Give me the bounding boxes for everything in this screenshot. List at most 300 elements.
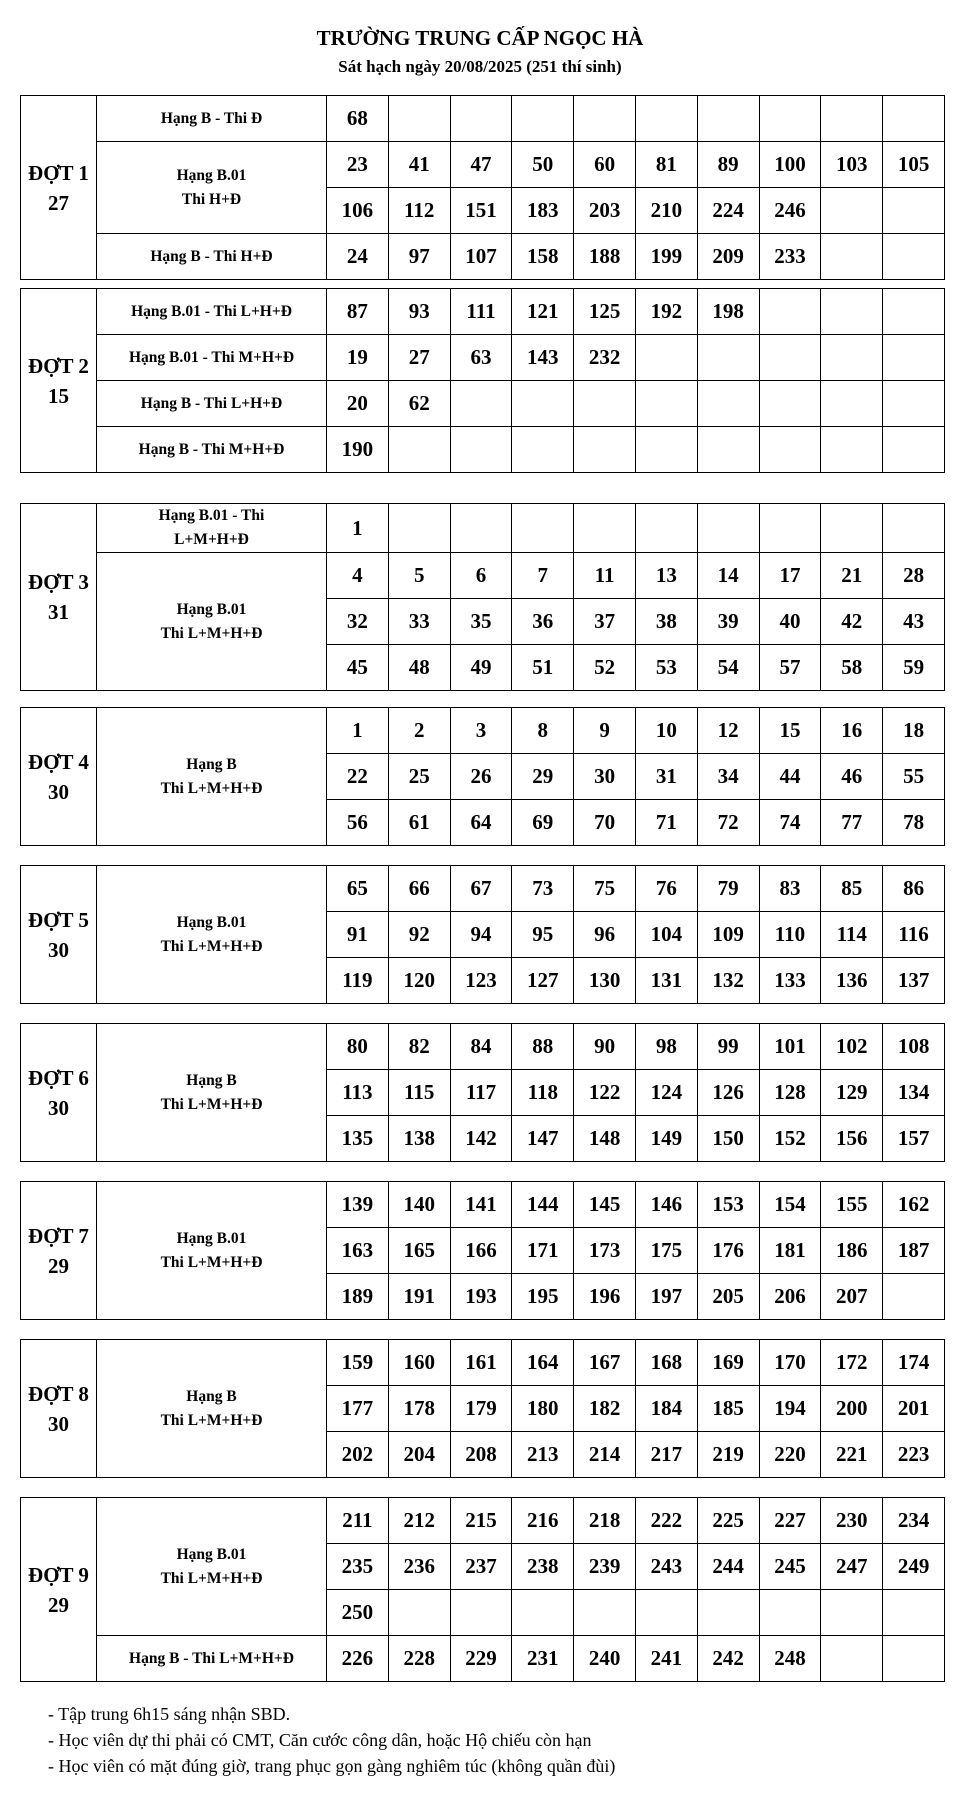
candidate-number bbox=[450, 504, 512, 553]
candidate-number: 231 bbox=[512, 1636, 574, 1682]
candidate-number bbox=[512, 1590, 574, 1636]
candidate-number: 46 bbox=[821, 754, 883, 800]
candidate-number bbox=[512, 504, 574, 553]
candidate-number: 5 bbox=[388, 553, 450, 599]
candidate-number: 135 bbox=[327, 1116, 389, 1162]
candidate-number: 218 bbox=[574, 1498, 636, 1544]
session-table bbox=[20, 707, 945, 846]
candidate-number: 247 bbox=[821, 1544, 883, 1590]
candidate-number: 36 bbox=[512, 599, 574, 645]
candidate-number: 249 bbox=[883, 1544, 945, 1590]
candidate-number: 159 bbox=[327, 1340, 389, 1386]
candidate-number: 116 bbox=[883, 912, 945, 958]
candidate-number: 234 bbox=[883, 1498, 945, 1544]
candidate-number: 95 bbox=[512, 912, 574, 958]
candidate-number: 40 bbox=[759, 599, 821, 645]
candidate-number: 45 bbox=[327, 645, 389, 691]
session-name: ĐỢT 3 bbox=[28, 570, 89, 594]
candidate-number bbox=[759, 96, 821, 142]
candidate-number: 241 bbox=[635, 1636, 697, 1682]
candidate-number: 164 bbox=[512, 1340, 574, 1386]
table-row bbox=[21, 1024, 945, 1070]
candidate-number bbox=[883, 427, 945, 473]
table-row bbox=[21, 234, 945, 280]
candidate-number bbox=[450, 381, 512, 427]
session-count: 31 bbox=[48, 600, 69, 624]
group-label bbox=[97, 1636, 327, 1682]
candidate-number: 12 bbox=[697, 708, 759, 754]
candidate-number: 123 bbox=[450, 958, 512, 1004]
candidate-number: 173 bbox=[574, 1228, 636, 1274]
candidate-number: 144 bbox=[512, 1182, 574, 1228]
candidate-number: 67 bbox=[450, 866, 512, 912]
candidate-number bbox=[574, 427, 636, 473]
group-label-line: Hạng B.01 - Thi M+H+Đ bbox=[128, 348, 295, 366]
session-label bbox=[21, 289, 97, 473]
candidate-number: 180 bbox=[512, 1386, 574, 1432]
candidate-number: 235 bbox=[327, 1544, 389, 1590]
candidate-number: 127 bbox=[512, 958, 574, 1004]
candidate-number: 107 bbox=[450, 234, 512, 280]
candidate-number: 151 bbox=[450, 188, 512, 234]
group-label-line: Hạng B - Thi M+H+Đ bbox=[138, 440, 285, 458]
session-label bbox=[21, 1182, 97, 1320]
candidate-number: 239 bbox=[574, 1544, 636, 1590]
candidate-number bbox=[821, 504, 883, 553]
candidate-number: 72 bbox=[697, 800, 759, 846]
group-label-line: Thi L+M+H+Đ bbox=[160, 624, 263, 642]
candidate-number: 240 bbox=[574, 1636, 636, 1682]
candidate-number bbox=[883, 335, 945, 381]
candidate-number: 185 bbox=[697, 1386, 759, 1432]
candidate-number: 238 bbox=[512, 1544, 574, 1590]
group-label-line: Hạng B - Thi H+Đ bbox=[150, 247, 273, 265]
candidate-number bbox=[883, 381, 945, 427]
table-row bbox=[21, 381, 945, 427]
group-label-line: Hạng B.01 bbox=[176, 1545, 247, 1563]
candidate-number: 195 bbox=[512, 1274, 574, 1320]
session-count: 27 bbox=[48, 190, 69, 215]
candidate-number: 35 bbox=[450, 599, 512, 645]
candidate-number bbox=[883, 188, 945, 234]
candidate-number: 112 bbox=[388, 188, 450, 234]
candidate-number: 169 bbox=[697, 1340, 759, 1386]
candidate-number: 71 bbox=[635, 800, 697, 846]
candidate-number: 4 bbox=[327, 553, 389, 599]
page-title: TRƯỜNG TRUNG CẤP NGỌC HÀ bbox=[316, 26, 644, 50]
candidate-number: 124 bbox=[635, 1070, 697, 1116]
session-name: ĐỢT 5 bbox=[28, 907, 89, 932]
candidate-number: 210 bbox=[635, 188, 697, 234]
candidate-number: 245 bbox=[759, 1544, 821, 1590]
group-label bbox=[97, 1182, 327, 1320]
candidate-number: 57 bbox=[759, 645, 821, 691]
group-label-line: Hạng B bbox=[186, 755, 237, 773]
candidate-number: 37 bbox=[574, 599, 636, 645]
candidate-number: 42 bbox=[821, 599, 883, 645]
candidate-number: 139 bbox=[327, 1182, 389, 1228]
table-row bbox=[21, 335, 945, 381]
session-count: 30 bbox=[48, 1095, 69, 1120]
candidate-number bbox=[883, 504, 945, 553]
session-label bbox=[21, 1498, 97, 1682]
candidate-number: 199 bbox=[635, 234, 697, 280]
candidate-number: 186 bbox=[821, 1228, 883, 1274]
candidate-number bbox=[450, 96, 512, 142]
candidate-number: 122 bbox=[574, 1070, 636, 1116]
candidate-number bbox=[697, 504, 759, 553]
candidate-number: 102 bbox=[821, 1024, 883, 1070]
candidate-number: 19 bbox=[327, 335, 389, 381]
candidate-number: 13 bbox=[635, 553, 697, 599]
candidate-number: 34 bbox=[697, 754, 759, 800]
candidate-number: 197 bbox=[635, 1274, 697, 1320]
candidate-number bbox=[697, 427, 759, 473]
candidate-number bbox=[883, 289, 945, 335]
note-item: - Tập trung 6h15 sáng nhận SBD. bbox=[48, 1704, 291, 1724]
candidate-number: 11 bbox=[574, 553, 636, 599]
candidate-number: 120 bbox=[388, 958, 450, 1004]
session-label bbox=[21, 708, 97, 846]
candidate-number: 44 bbox=[759, 754, 821, 800]
candidate-number: 52 bbox=[574, 645, 636, 691]
notes bbox=[48, 1701, 615, 1779]
candidate-number bbox=[635, 504, 697, 553]
candidate-number: 165 bbox=[388, 1228, 450, 1274]
candidate-number: 14 bbox=[697, 553, 759, 599]
group-label-line: Hạng B.01 bbox=[176, 166, 247, 184]
group-label bbox=[97, 381, 327, 427]
candidate-number: 30 bbox=[574, 754, 636, 800]
candidate-number: 236 bbox=[388, 1544, 450, 1590]
candidate-number bbox=[759, 504, 821, 553]
candidate-number: 196 bbox=[574, 1274, 636, 1320]
group-label bbox=[97, 1340, 327, 1478]
candidate-number bbox=[883, 1590, 945, 1636]
candidate-number: 22 bbox=[327, 754, 389, 800]
candidate-number bbox=[574, 504, 636, 553]
candidate-number: 56 bbox=[327, 800, 389, 846]
group-label-line: Hạng B bbox=[186, 1387, 237, 1405]
candidate-number: 147 bbox=[512, 1116, 574, 1162]
candidate-number: 130 bbox=[574, 958, 636, 1004]
candidate-number: 81 bbox=[635, 142, 697, 188]
candidate-number: 215 bbox=[450, 1498, 512, 1544]
candidate-number: 201 bbox=[883, 1386, 945, 1432]
table-row bbox=[21, 553, 945, 599]
table-row bbox=[21, 96, 945, 142]
group-label-line: Thi L+M+H+Đ bbox=[160, 1095, 263, 1113]
candidate-number: 25 bbox=[388, 754, 450, 800]
session-name: ĐỢT 8 bbox=[28, 1381, 89, 1406]
candidate-number bbox=[388, 96, 450, 142]
table-row bbox=[21, 504, 945, 553]
candidate-number: 184 bbox=[635, 1386, 697, 1432]
candidate-number: 111 bbox=[450, 289, 512, 335]
session-label bbox=[21, 866, 97, 1004]
candidate-number: 205 bbox=[697, 1274, 759, 1320]
group-label-line: Hạng B.01 bbox=[176, 1229, 247, 1247]
session-label bbox=[21, 504, 97, 691]
candidate-number: 175 bbox=[635, 1228, 697, 1274]
candidate-number bbox=[574, 381, 636, 427]
candidate-number: 43 bbox=[883, 599, 945, 645]
candidate-number: 156 bbox=[821, 1116, 883, 1162]
candidate-number bbox=[635, 335, 697, 381]
candidate-number: 26 bbox=[450, 754, 512, 800]
candidate-number: 141 bbox=[450, 1182, 512, 1228]
candidate-number: 65 bbox=[327, 866, 389, 912]
candidate-number: 27 bbox=[388, 335, 450, 381]
candidate-number: 50 bbox=[512, 142, 574, 188]
candidate-number: 227 bbox=[759, 1498, 821, 1544]
candidate-number: 188 bbox=[574, 234, 636, 280]
candidate-number bbox=[821, 1590, 883, 1636]
candidate-number: 106 bbox=[327, 188, 389, 234]
candidate-number: 1 bbox=[327, 708, 389, 754]
candidate-number: 9 bbox=[574, 708, 636, 754]
candidate-number: 200 bbox=[821, 1386, 883, 1432]
group-label bbox=[97, 335, 327, 381]
candidate-number: 152 bbox=[759, 1116, 821, 1162]
table-row bbox=[21, 866, 945, 912]
candidate-number: 7 bbox=[512, 553, 574, 599]
group-label-line: Hạng B.01 - Thi bbox=[158, 507, 265, 524]
candidate-number: 75 bbox=[574, 866, 636, 912]
candidate-number bbox=[512, 427, 574, 473]
candidate-number: 212 bbox=[388, 1498, 450, 1544]
table-row bbox=[21, 289, 945, 335]
candidate-number bbox=[388, 427, 450, 473]
candidate-number: 172 bbox=[821, 1340, 883, 1386]
candidate-number: 179 bbox=[450, 1386, 512, 1432]
group-label-line: Hạng B - Thi L+H+Đ bbox=[140, 394, 283, 412]
candidate-number: 59 bbox=[883, 645, 945, 691]
candidate-number: 87 bbox=[327, 289, 389, 335]
candidate-number: 182 bbox=[574, 1386, 636, 1432]
candidate-number bbox=[821, 234, 883, 280]
candidate-number: 82 bbox=[388, 1024, 450, 1070]
candidate-number: 221 bbox=[821, 1432, 883, 1478]
session-table bbox=[20, 1023, 945, 1162]
session-count: 15 bbox=[48, 383, 69, 408]
candidate-number: 194 bbox=[759, 1386, 821, 1432]
session-name: ĐỢT 1 bbox=[28, 160, 89, 185]
session-table bbox=[20, 288, 945, 473]
candidate-number: 131 bbox=[635, 958, 697, 1004]
candidate-number: 202 bbox=[327, 1432, 389, 1478]
candidate-number: 149 bbox=[635, 1116, 697, 1162]
candidate-number: 248 bbox=[759, 1636, 821, 1682]
group-label-line: Hạng B.01 - Thi L+H+Đ bbox=[131, 302, 292, 320]
candidate-number bbox=[635, 96, 697, 142]
candidate-number: 157 bbox=[883, 1116, 945, 1162]
candidate-number: 61 bbox=[388, 800, 450, 846]
candidate-number: 78 bbox=[883, 800, 945, 846]
candidate-number: 219 bbox=[697, 1432, 759, 1478]
candidate-number bbox=[574, 96, 636, 142]
candidate-number bbox=[388, 1590, 450, 1636]
group-label bbox=[97, 427, 327, 473]
candidate-number: 41 bbox=[388, 142, 450, 188]
candidate-number: 86 bbox=[883, 866, 945, 912]
candidate-number bbox=[635, 381, 697, 427]
candidate-number: 96 bbox=[574, 912, 636, 958]
candidate-number: 24 bbox=[327, 234, 389, 280]
candidate-number bbox=[883, 234, 945, 280]
candidate-number: 134 bbox=[883, 1070, 945, 1116]
candidate-number: 103 bbox=[821, 142, 883, 188]
table-row bbox=[21, 142, 945, 188]
candidate-number: 84 bbox=[450, 1024, 512, 1070]
group-label-line: Hạng B bbox=[186, 1071, 237, 1089]
candidate-number bbox=[759, 289, 821, 335]
candidate-number: 142 bbox=[450, 1116, 512, 1162]
group-label bbox=[97, 553, 327, 691]
candidate-number: 110 bbox=[759, 912, 821, 958]
group-label bbox=[97, 142, 327, 234]
candidate-number: 140 bbox=[388, 1182, 450, 1228]
candidate-number: 237 bbox=[450, 1544, 512, 1590]
candidate-number: 208 bbox=[450, 1432, 512, 1478]
candidate-number: 74 bbox=[759, 800, 821, 846]
candidate-number: 223 bbox=[883, 1432, 945, 1478]
candidate-number: 117 bbox=[450, 1070, 512, 1116]
candidate-number: 51 bbox=[512, 645, 574, 691]
group-label-line: Hạng B.01 bbox=[176, 600, 247, 618]
candidate-number bbox=[759, 381, 821, 427]
candidate-number: 244 bbox=[697, 1544, 759, 1590]
candidate-number: 167 bbox=[574, 1340, 636, 1386]
candidate-number: 148 bbox=[574, 1116, 636, 1162]
candidate-number bbox=[821, 381, 883, 427]
candidate-number: 55 bbox=[883, 754, 945, 800]
candidate-number: 62 bbox=[388, 381, 450, 427]
candidate-number: 90 bbox=[574, 1024, 636, 1070]
candidate-number: 250 bbox=[327, 1590, 389, 1636]
candidate-number: 101 bbox=[759, 1024, 821, 1070]
group-label-line: Thi H+Đ bbox=[181, 190, 242, 208]
candidate-number: 63 bbox=[450, 335, 512, 381]
candidate-number bbox=[883, 1636, 945, 1682]
candidate-number: 158 bbox=[512, 234, 574, 280]
candidate-number: 47 bbox=[450, 142, 512, 188]
candidate-number: 32 bbox=[327, 599, 389, 645]
candidate-number: 85 bbox=[821, 866, 883, 912]
candidate-number: 73 bbox=[512, 866, 574, 912]
candidate-number bbox=[512, 96, 574, 142]
group-label-line: Thi L+M+H+Đ bbox=[160, 779, 263, 797]
candidate-number: 233 bbox=[759, 234, 821, 280]
session-label bbox=[21, 1024, 97, 1162]
candidate-number bbox=[697, 381, 759, 427]
candidate-number: 189 bbox=[327, 1274, 389, 1320]
candidate-number bbox=[821, 335, 883, 381]
session-table bbox=[20, 1339, 945, 1478]
group-label bbox=[97, 234, 327, 280]
session-name: ĐỢT 7 bbox=[28, 1223, 89, 1248]
candidate-number: 3 bbox=[450, 708, 512, 754]
candidate-number bbox=[512, 381, 574, 427]
session-table bbox=[20, 95, 945, 280]
table-row bbox=[21, 1182, 945, 1228]
candidate-number: 8 bbox=[512, 708, 574, 754]
candidate-number: 214 bbox=[574, 1432, 636, 1478]
candidate-number: 114 bbox=[821, 912, 883, 958]
group-label bbox=[97, 866, 327, 1004]
candidate-number bbox=[635, 1590, 697, 1636]
candidate-number: 15 bbox=[759, 708, 821, 754]
candidate-number: 171 bbox=[512, 1228, 574, 1274]
candidate-number: 28 bbox=[883, 553, 945, 599]
candidate-number: 181 bbox=[759, 1228, 821, 1274]
group-label-line: Hạng B.01 bbox=[176, 913, 247, 931]
candidate-number: 204 bbox=[388, 1432, 450, 1478]
candidate-number: 136 bbox=[821, 958, 883, 1004]
candidate-number: 211 bbox=[327, 1498, 389, 1544]
candidate-number: 16 bbox=[821, 708, 883, 754]
candidate-number: 38 bbox=[635, 599, 697, 645]
candidate-number bbox=[450, 427, 512, 473]
candidate-number: 162 bbox=[883, 1182, 945, 1228]
candidate-number: 68 bbox=[327, 96, 389, 142]
candidate-number: 113 bbox=[327, 1070, 389, 1116]
candidate-number bbox=[821, 96, 883, 142]
session-count: 29 bbox=[48, 1253, 69, 1278]
session-label bbox=[21, 1340, 97, 1478]
candidate-number: 31 bbox=[635, 754, 697, 800]
session-count: 30 bbox=[48, 937, 69, 962]
candidate-number: 230 bbox=[821, 1498, 883, 1544]
session-name: ĐỢT 2 bbox=[28, 353, 89, 378]
candidate-number: 193 bbox=[450, 1274, 512, 1320]
candidate-number: 191 bbox=[388, 1274, 450, 1320]
candidate-number: 209 bbox=[697, 234, 759, 280]
candidate-number: 17 bbox=[759, 553, 821, 599]
candidate-number: 1 bbox=[327, 504, 389, 553]
candidate-number: 129 bbox=[821, 1070, 883, 1116]
candidate-number: 20 bbox=[327, 381, 389, 427]
candidate-number: 190 bbox=[327, 427, 389, 473]
candidate-number: 125 bbox=[574, 289, 636, 335]
candidate-number: 229 bbox=[450, 1636, 512, 1682]
page-subtitle: Sát hạch ngày 20/08/2025 (251 thí sinh) bbox=[338, 57, 622, 76]
candidate-number: 160 bbox=[388, 1340, 450, 1386]
candidate-number: 154 bbox=[759, 1182, 821, 1228]
candidate-number bbox=[635, 427, 697, 473]
candidate-number: 77 bbox=[821, 800, 883, 846]
session-count: 30 bbox=[48, 1411, 69, 1436]
group-label bbox=[97, 96, 327, 142]
session-table bbox=[20, 865, 945, 1004]
candidate-number: 92 bbox=[388, 912, 450, 958]
candidate-number: 150 bbox=[697, 1116, 759, 1162]
session-table bbox=[20, 1181, 945, 1320]
candidate-number: 21 bbox=[821, 553, 883, 599]
candidate-number: 220 bbox=[759, 1432, 821, 1478]
candidate-number: 170 bbox=[759, 1340, 821, 1386]
candidate-number: 226 bbox=[327, 1636, 389, 1682]
candidate-number: 88 bbox=[512, 1024, 574, 1070]
candidate-number: 23 bbox=[327, 142, 389, 188]
candidate-number: 163 bbox=[327, 1228, 389, 1274]
candidate-number: 98 bbox=[635, 1024, 697, 1070]
candidate-number: 133 bbox=[759, 958, 821, 1004]
candidate-number: 187 bbox=[883, 1228, 945, 1274]
candidate-number bbox=[697, 335, 759, 381]
candidate-number: 213 bbox=[512, 1432, 574, 1478]
note-item: - Học viên dự thi phải có CMT, Căn cước công dân, hoặc Hộ chiếu còn hạn bbox=[48, 1730, 592, 1750]
